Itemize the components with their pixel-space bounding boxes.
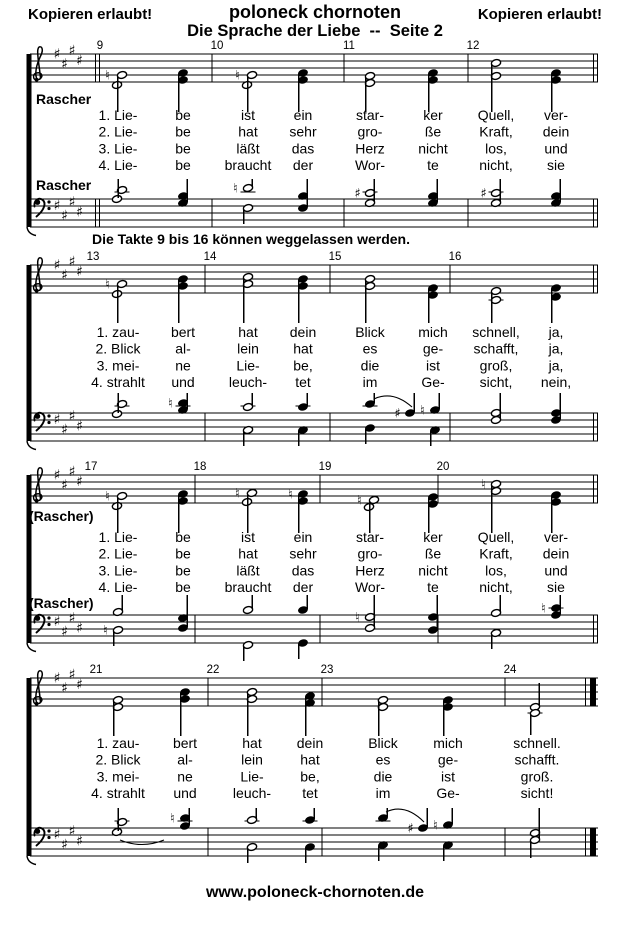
key-signature-sharp-icon: ♯: [61, 208, 68, 224]
lyric-syllable: läßt: [236, 562, 260, 579]
measure-number: 9: [96, 40, 104, 52]
lyric-syllable: läßt: [236, 140, 260, 157]
note-head: [112, 195, 123, 204]
copy-permission-left: Kopieren erlaubt!: [28, 6, 153, 23]
lyric-syllable: Wor-: [354, 579, 386, 596]
system-brace-hook: [27, 441, 36, 450]
lyric-syllable: schnell.: [513, 735, 561, 751]
natural-accidental-icon: ♮: [233, 181, 238, 197]
lyric-syllable: hat: [238, 324, 258, 340]
lyric-syllable: sie: [547, 157, 565, 174]
lyric-syllable: star-: [356, 107, 384, 123]
lyric-syllable: leuch-: [232, 785, 272, 802]
sharp-accidental-icon: ♯: [354, 186, 361, 202]
lyric-syllable: Quell,: [477, 529, 515, 545]
music-system-4: [27, 664, 599, 865]
lyric-syllable: ge-: [422, 340, 444, 357]
key-signature-sharp-icon: ♯: [76, 620, 83, 637]
key-signature-sharp-icon: ♯: [68, 194, 76, 211]
measure-number: 20: [436, 461, 450, 473]
measure-number: 14: [203, 251, 217, 263]
lyric-syllable: ße: [424, 123, 442, 140]
measure-number: 15: [328, 251, 342, 263]
lyric-syllable: leuch-: [228, 374, 268, 391]
lyric-syllable: nicht: [418, 562, 448, 579]
key-signature-sharp-icon: ♯: [53, 257, 61, 274]
lyric-syllable: der: [292, 579, 314, 596]
key-signature-sharp-icon: ♯: [76, 474, 83, 490]
lyric-syllable: be: [175, 157, 191, 174]
lyric-syllable: ja,: [548, 324, 564, 340]
lyric-syllable: die: [360, 357, 380, 374]
lyric-syllable: sehr: [289, 545, 317, 562]
lyric-syllable: los,: [485, 562, 507, 579]
natural-accidental-icon: ♮: [355, 610, 360, 626]
lyric-syllable: bert: [172, 735, 198, 751]
key-signature-sharp-icon: ♯: [68, 254, 76, 270]
treble-clef-icon: [35, 702, 39, 706]
natural-accidental-icon: ♮: [170, 811, 175, 827]
lyric-syllable: dein: [289, 324, 317, 340]
measure-number: 10: [210, 40, 224, 52]
lyric-syllable: hat: [242, 735, 262, 751]
lyric-syllable: braucht: [224, 579, 272, 596]
key-signature-sharp-icon: ♯: [61, 267, 68, 284]
lyric-syllable: und: [173, 785, 197, 802]
key-signature-sharp-icon: ♯: [53, 670, 61, 687]
lyric-syllable: das: [291, 562, 315, 579]
natural-accidental-icon: ♮: [105, 277, 110, 293]
key-signature-sharp-icon: ♯: [53, 614, 61, 630]
lyric-syllable: ver-: [543, 107, 569, 123]
lyric-syllable: hat: [293, 340, 313, 357]
lyric-syllable: schafft.: [514, 751, 560, 768]
lyric-syllable: 4. Lie-: [98, 579, 138, 596]
system-barline-thick: [27, 678, 32, 856]
lyric-syllable: und: [171, 374, 195, 391]
lyric-syllable: schafft,: [473, 340, 519, 357]
treble-clef-icon: [35, 289, 39, 293]
natural-accidental-icon: ♮: [288, 487, 293, 503]
sharp-accidental-icon: ♯: [407, 821, 414, 837]
lyric-syllable: 2. Blick: [95, 340, 141, 357]
lyric-syllable: be: [175, 545, 191, 562]
lyric-syllable: groß.: [520, 768, 554, 785]
bass-clef-icon: [47, 623, 50, 626]
key-signature-sharp-icon: ♯: [76, 418, 83, 435]
lyric-syllable: groß,: [479, 357, 513, 374]
measure-number: 18: [193, 461, 207, 473]
website-url: www.poloneck-chornoten.de: [205, 884, 425, 901]
lyric-syllable: hat: [238, 545, 258, 562]
lyric-syllable: Lie-: [236, 357, 260, 374]
tempo-label-system1-bass: Rascher: [36, 177, 92, 193]
lyric-syllable: tet: [302, 785, 318, 802]
lyric-syllable: Herz: [355, 140, 385, 157]
lyric-syllable: be: [175, 529, 191, 545]
lyric-syllable: ne: [175, 357, 191, 374]
lyric-syllable: gro-: [357, 545, 383, 562]
key-signature-sharp-icon: ♯: [53, 412, 61, 428]
measure-number: 12: [466, 40, 480, 52]
lyric-syllable: 3. mei-: [96, 357, 140, 374]
natural-accidental-icon: ♮: [168, 396, 173, 412]
bass-clef-icon: [47, 616, 50, 619]
natural-accidental-icon: ♮: [420, 403, 425, 419]
lyric-syllable: ker: [423, 529, 443, 545]
lyric-syllable: ker: [423, 107, 443, 123]
lyric-syllable: nein,: [540, 374, 572, 391]
natural-accidental-icon: ♮: [235, 68, 240, 84]
sharp-accidental-icon: ♯: [480, 186, 487, 202]
lyric-syllable: ge-: [437, 751, 459, 768]
key-signature-sharp-icon: ♯: [68, 667, 76, 683]
key-signature-sharp-icon: ♯: [76, 677, 83, 693]
lyric-syllable: ja,: [548, 340, 564, 357]
bass-clef-icon: [47, 829, 50, 832]
lyric-syllable: lein: [241, 751, 263, 768]
note-head: [364, 503, 375, 512]
natural-accidental-icon: ♮: [433, 818, 438, 834]
music-system-1: [27, 40, 599, 236]
key-signature-sharp-icon: ♯: [53, 46, 61, 63]
measure-number: 22: [206, 664, 220, 676]
tempo-label-system3-treble: (Rascher): [29, 508, 94, 524]
key-signature-sharp-icon: ♯: [76, 204, 83, 221]
lyric-syllable: 2. Blick: [95, 751, 141, 768]
lyric-syllable: 3. Lie-: [98, 562, 138, 579]
lyric-syllable: Ge-: [421, 374, 445, 391]
bass-clef-icon: [47, 414, 50, 417]
lyric-syllable: be: [175, 107, 191, 123]
lyric-syllable: 2. Lie-: [98, 545, 138, 562]
lyric-syllable: hat: [300, 751, 320, 768]
lyric-syllable: dein: [542, 545, 570, 562]
lyric-syllable: star-: [356, 529, 384, 545]
music-system-3: [27, 461, 599, 661]
system-brace-hook: [27, 227, 36, 236]
lyric-syllable: be: [175, 123, 191, 140]
measure-number: 24: [503, 664, 517, 676]
lyric-syllable: be: [175, 140, 191, 157]
lyric-syllable: be: [175, 579, 191, 596]
lyric-syllable: be: [175, 562, 191, 579]
lyric-syllable: ver-: [543, 529, 569, 545]
key-signature-sharp-icon: ♯: [61, 837, 68, 853]
lyric-syllable: ne: [177, 768, 193, 785]
lyric-syllable: und: [544, 562, 568, 579]
system-brace-hook: [27, 643, 36, 652]
song-title: Die Sprache der Liebe -- Seite 2: [187, 22, 443, 40]
lyric-syllable: Wor-: [354, 157, 386, 174]
bass-clef-icon: [47, 836, 50, 839]
key-signature-sharp-icon: ♯: [61, 477, 68, 494]
key-signature-sharp-icon: ♯: [68, 408, 76, 425]
tempo-label-system1-treble: Rascher: [36, 91, 92, 107]
key-signature-sharp-icon: ♯: [61, 624, 68, 640]
note-head: [242, 498, 253, 507]
note-head: [112, 410, 123, 419]
lyric-syllable: Ge-: [436, 785, 460, 802]
lyric-syllable: te: [427, 157, 439, 174]
lyric-syllable: und: [544, 140, 568, 157]
system-barline-thick: [27, 54, 32, 227]
lyric-syllable: 1. zau-: [96, 735, 140, 751]
lyric-syllable: ße: [424, 545, 442, 562]
lyric-syllable: al-: [175, 340, 191, 357]
lyric-syllable: 4. strahlt: [91, 785, 145, 802]
lyric-syllable: der: [292, 157, 314, 174]
lyric-syllable: 4. Lie-: [98, 157, 138, 174]
slur-arc: [374, 396, 412, 407]
lyric-syllable: sie: [547, 579, 565, 596]
lyric-syllable: gro-: [357, 123, 383, 140]
lyric-syllable: die: [373, 768, 393, 785]
final-barline-thick: [590, 678, 596, 706]
lyric-syllable: Herz: [355, 562, 385, 579]
natural-accidental-icon: ♮: [481, 477, 486, 493]
lyric-syllable: nicht,: [479, 157, 513, 174]
lyric-syllable: 3. Lie-: [98, 140, 138, 157]
natural-accidental-icon: ♮: [541, 601, 546, 617]
lyric-syllable: im: [362, 374, 378, 391]
system-barline-thick: [27, 475, 32, 643]
lyric-syllable: ja,: [548, 357, 564, 374]
copy-permission-right: Kopieren erlaubt!: [477, 6, 602, 23]
lyric-syllable: 4. strahlt: [91, 374, 145, 391]
key-signature-sharp-icon: ♯: [61, 422, 68, 438]
key-signature-sharp-icon: ♯: [53, 467, 61, 484]
lyric-syllable: bert: [170, 324, 196, 340]
lyric-syllable: im: [375, 785, 391, 802]
key-signature-sharp-icon: ♯: [68, 464, 76, 480]
bass-clef-icon: [47, 421, 50, 424]
lyric-syllable: das: [291, 140, 315, 157]
lyric-syllable: nicht: [418, 140, 448, 157]
final-barline-thick: [590, 828, 596, 856]
lyric-syllable: schnell,: [472, 324, 520, 340]
bass-clef-icon: [47, 200, 50, 203]
lyric-syllable: te: [427, 579, 439, 596]
key-signature-sharp-icon: ♯: [53, 827, 61, 843]
measure-number: 19: [318, 461, 332, 473]
lyric-syllable: sicht,: [479, 374, 513, 391]
lyric-syllable: be,: [300, 768, 320, 785]
lyric-syllable: es: [362, 340, 378, 357]
lyric-syllable: 1. Lie-: [98, 529, 138, 545]
natural-accidental-icon: ♮: [357, 493, 362, 509]
key-signature-sharp-icon: ♯: [76, 264, 83, 280]
lyric-syllable: mich: [418, 324, 448, 340]
lyric-syllable: Quell,: [477, 107, 515, 123]
system-barline-thick: [27, 265, 32, 441]
key-signature-sharp-icon: ♯: [76, 833, 83, 850]
note-head: [112, 290, 123, 299]
treble-clef-icon: [35, 499, 39, 503]
lyric-syllable: los,: [485, 140, 507, 157]
lyric-syllable: sicht!: [520, 785, 554, 802]
site-title: poloneck chornoten: [228, 2, 401, 22]
measure-number: 21: [89, 664, 103, 676]
lyric-syllable: ist: [441, 768, 455, 785]
sharp-accidental-icon: ♯: [394, 406, 401, 422]
measure-number: 11: [343, 40, 355, 52]
treble-clef-icon: [35, 78, 39, 82]
tempo-label-system3-bass: (Rascher): [29, 595, 94, 611]
measure-number: 16: [448, 251, 462, 263]
key-signature-sharp-icon: ♯: [53, 198, 61, 214]
measure-number: 13: [86, 251, 100, 263]
lyric-syllable: be,: [293, 357, 313, 374]
bass-clef-icon: [47, 207, 50, 210]
music-system-2: [27, 251, 599, 450]
lyric-syllable: dein: [296, 735, 324, 751]
lyric-syllable: 2. Lie-: [98, 123, 138, 140]
lyric-syllable: ist: [241, 529, 255, 545]
lyric-syllable: mich: [433, 735, 463, 751]
lyric-syllable: ein: [293, 107, 313, 123]
key-signature-sharp-icon: ♯: [68, 610, 76, 627]
lyric-syllable: sehr: [289, 123, 317, 140]
lyric-syllable: hat: [238, 123, 258, 140]
key-signature-sharp-icon: ♯: [68, 823, 76, 840]
system-brace-hook: [27, 856, 36, 865]
natural-accidental-icon: ♮: [105, 489, 110, 505]
lyric-syllable: 1. zau-: [96, 324, 140, 340]
lyric-syllable: es: [375, 751, 391, 768]
lyric-syllable: Kraft,: [479, 123, 513, 140]
instruction-note: Die Takte 9 bis 16 können weggelassen werden.: [92, 231, 410, 247]
natural-accidental-icon: ♮: [105, 68, 110, 84]
lyric-syllable: al-: [177, 751, 193, 768]
lyric-syllable: nicht,: [479, 579, 513, 596]
lyric-syllable: Lie-: [240, 768, 264, 785]
natural-accidental-icon: ♮: [235, 486, 240, 502]
lyric-syllable: Blick: [355, 324, 385, 340]
lyric-syllable: lein: [237, 340, 259, 357]
lyric-syllable: braucht: [224, 157, 272, 174]
lyric-syllable: 1. Lie-: [98, 107, 138, 123]
slur-arc: [386, 809, 424, 822]
key-signature-sharp-icon: ♯: [76, 53, 83, 69]
natural-accidental-icon: ♮: [103, 623, 108, 639]
key-signature-sharp-icon: ♯: [61, 680, 68, 697]
key-signature-sharp-icon: ♯: [68, 43, 76, 59]
lyric-syllable: tet: [295, 374, 311, 391]
lyric-syllable: ist: [426, 357, 440, 374]
lyric-syllable: ein: [293, 529, 313, 545]
measure-number: 17: [84, 461, 98, 473]
key-signature-sharp-icon: ♯: [61, 56, 68, 73]
measure-number: 23: [320, 664, 334, 676]
lyric-syllable: Blick: [368, 735, 398, 751]
lyric-syllable: 3. mei-: [96, 768, 140, 785]
lyric-syllable: Kraft,: [479, 545, 513, 562]
lyric-syllable: ist: [241, 107, 255, 123]
lyric-syllable: dein: [542, 123, 570, 140]
